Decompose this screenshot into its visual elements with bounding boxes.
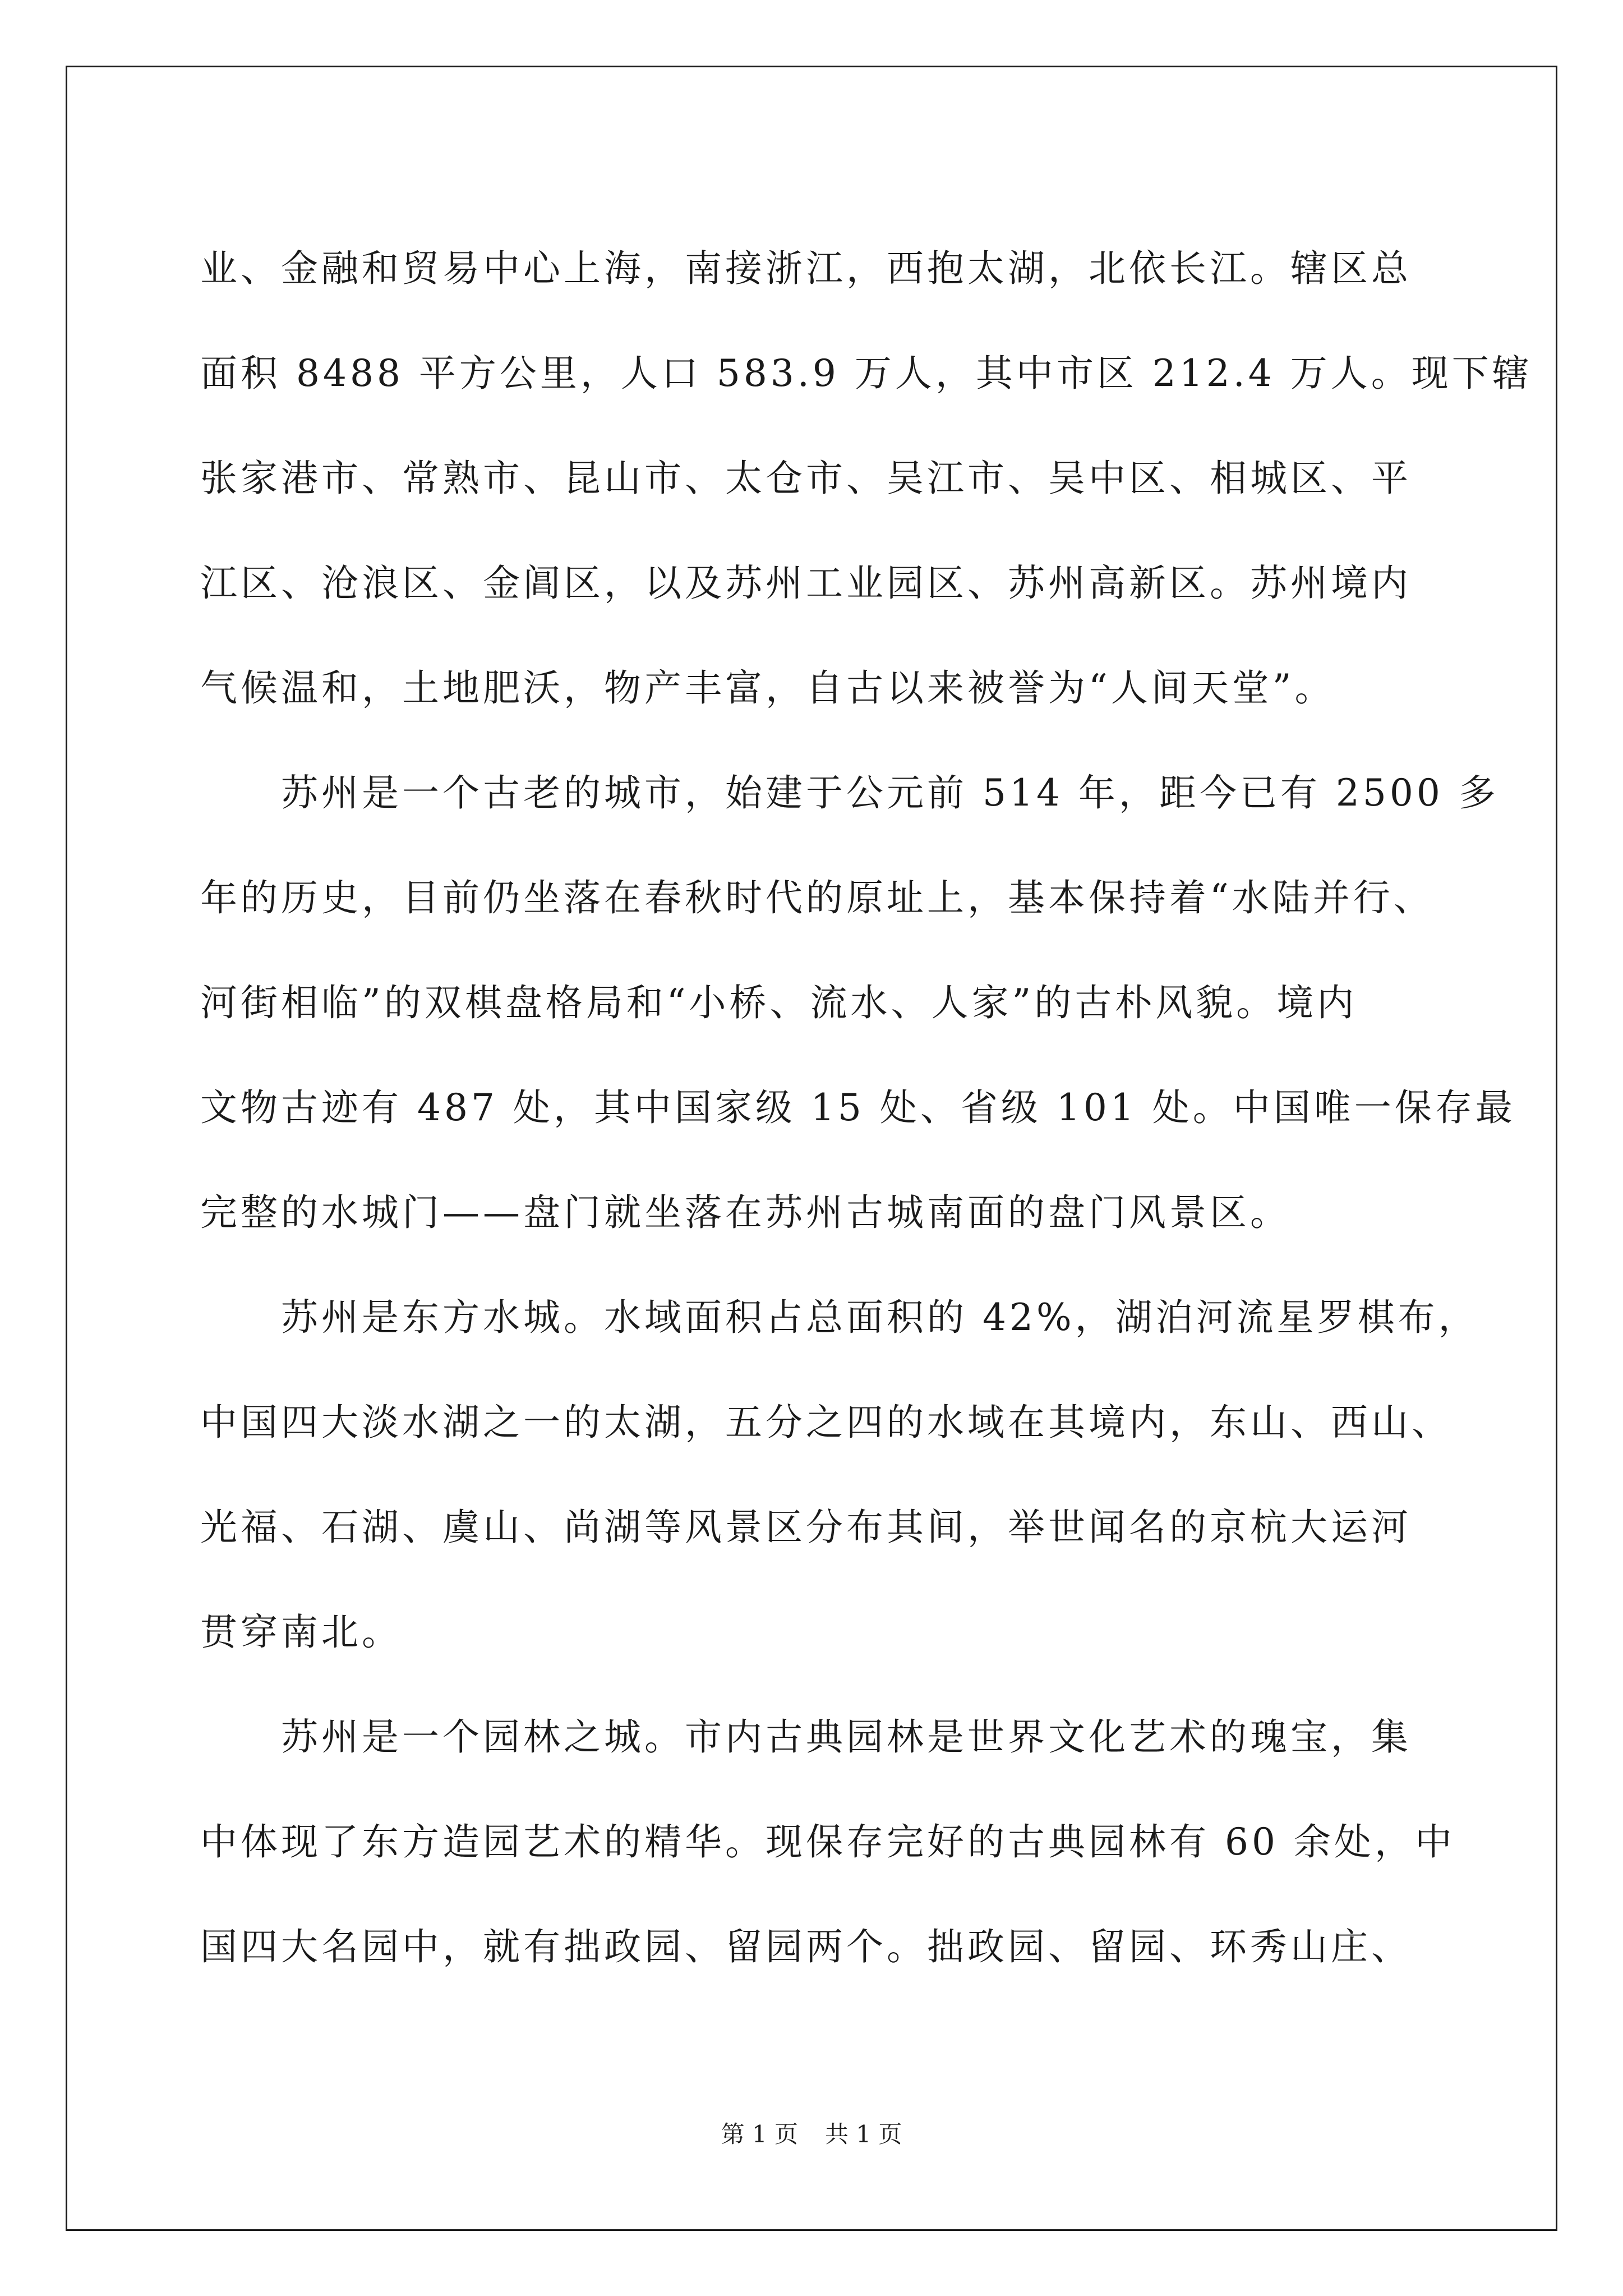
text-line-4: 江区、沧浪区、金阊区，以及苏州工业园区、苏州高新区。苏州境内	[200, 562, 1412, 605]
page-footer	[0, 2116, 1623, 2150]
document-body	[200, 216, 1533, 1999]
text-line-7: 年的历史，目前仍坐落在春秋时代的原址上，基本保持着“水陆并行、	[200, 876, 1434, 919]
text-line-1: 业、金融和贸易中心上海，南接浙江，西抱太湖，北依长江。辖区总	[200, 247, 1412, 290]
page-number: 第 1 页	[721, 2120, 798, 2148]
text-line-2: 面积 8488 平方公里，人口 583.9 万人，其中市区 212.4 万人。现下辖	[200, 352, 1533, 395]
text-line-16: 中体现了东方造园艺术的精华。现保存完好的古典园林有 60 余处，中	[200, 1820, 1455, 1864]
text-line-11: 苏州是东方水城。水域面积占总面积的 42%，湖泊河流星罗棋布，	[281, 1296, 1479, 1339]
text-line-3: 张家港市、常熟市、昆山市、太仓市、吴江市、吴中区、相城区、平	[200, 457, 1412, 500]
text-line-8: 河街相临”的双棋盘格局和“小桥、流水、人家”的古朴风貌。境内	[200, 981, 1358, 1024]
text-line-17: 国四大名园中，就有拙政园、留园两个。拙政园、留园、环秀山庄、	[200, 1925, 1412, 1968]
text-line-13: 光福、石湖、虞山、尚湖等风景区分布其间，举世闻名的京杭大运河	[200, 1506, 1412, 1549]
text-line-15: 苏州是一个园林之城。市内古典园林是世界文化艺术的瑰宝，集	[281, 1715, 1412, 1759]
text-line-14: 贯穿南北。	[200, 1611, 402, 1654]
text-line-10: 完整的水城门——盘门就坐落在苏州古城南面的盘门风景区。	[200, 1191, 1290, 1234]
text-line-9: 文物古迹有 487 处，其中国家级 15 处、省级 101 处。中国唯一保存最	[200, 1086, 1516, 1129]
text-line-5: 气候温和，土地肥沃，物产丰富，自古以来被誉为“人间天堂”。	[200, 666, 1335, 710]
text-line-12: 中国四大淡水湖之一的太湖，五分之四的水域在其境内，东山、西山、	[200, 1401, 1452, 1444]
text-line-6: 苏州是一个古老的城市，始建于公元前 514 年，距今已有 2500 多	[281, 771, 1499, 815]
page-total: 共 1 页	[825, 2120, 902, 2148]
